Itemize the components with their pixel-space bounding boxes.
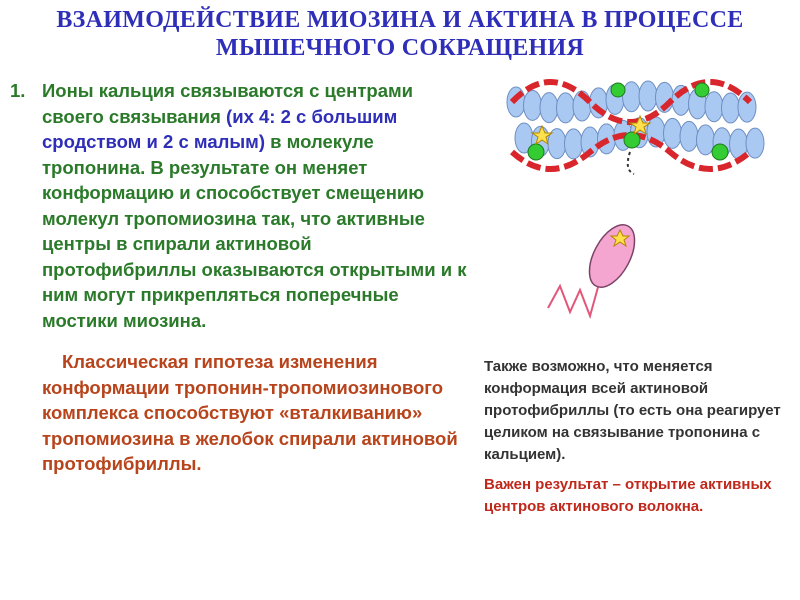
slide-title [0,6,800,62]
main-text [10,78,470,477]
troponin-dot-icon [712,144,728,160]
actin-bead [680,121,698,151]
troponin-dot-icon [528,144,544,160]
point-1-part-3: в молекуле тропонина. В результате он меняет конформацию и способствует смещению молекул тропомиозина так, что активные центры в спирали актиновой протофибриллы оказываются открытыми и к ним могут прикрепляться поперечные мостики миозина. [42,131,467,331]
actin-bead [722,93,740,123]
dashed-link [628,152,634,174]
troponin-dot-icon [611,83,625,97]
hypothesis-text: Классическая гипотеза изменения конформации тропонин-тропомиозинового комплекса способствуют «вталкиванию» тропомиозина в желобок спирали актиновой протофибриллы. [42,351,458,474]
actin-bead [639,81,657,111]
actin-bead [540,93,558,123]
point-1-part-1: Ионы кальция связываются с центрами своего связывания [42,80,414,127]
point-1-number: 1. [10,80,26,101]
actin-bead [623,82,641,112]
actin-bead [565,129,583,159]
actin-bead [705,92,723,122]
title-line-2: МЫШЕЧНОГО СОКРАЩЕНИЯ [215,35,585,61]
actin-bead [664,118,682,148]
point-1 [10,78,470,333]
actin-filament-illustration [490,60,790,350]
result-text: Важен результат – открытие активных центров актинового волокна. [484,476,772,515]
troponin-dot-icon [624,132,640,148]
actin-bead [557,93,575,123]
side-note [484,356,796,518]
myosin-head-icon [548,218,644,316]
point-1-part-2: (их 4: 2 с большим сродством и 2 с малым) [42,105,398,152]
actin-bead [524,90,542,120]
title-line-1: ВЗАИМОДЕЙСТВИЕ МИОЗИНА И АКТИНА В ПРОЦЕССЕ [56,7,744,33]
troponin-dot-icon [695,83,709,97]
note-text: Также возможно, что меняется конформация всей актиновой протофибриллы (то есть она реагирует целиком на связывание тропонина с кальцием). [484,358,781,463]
actin-bead [746,128,764,158]
